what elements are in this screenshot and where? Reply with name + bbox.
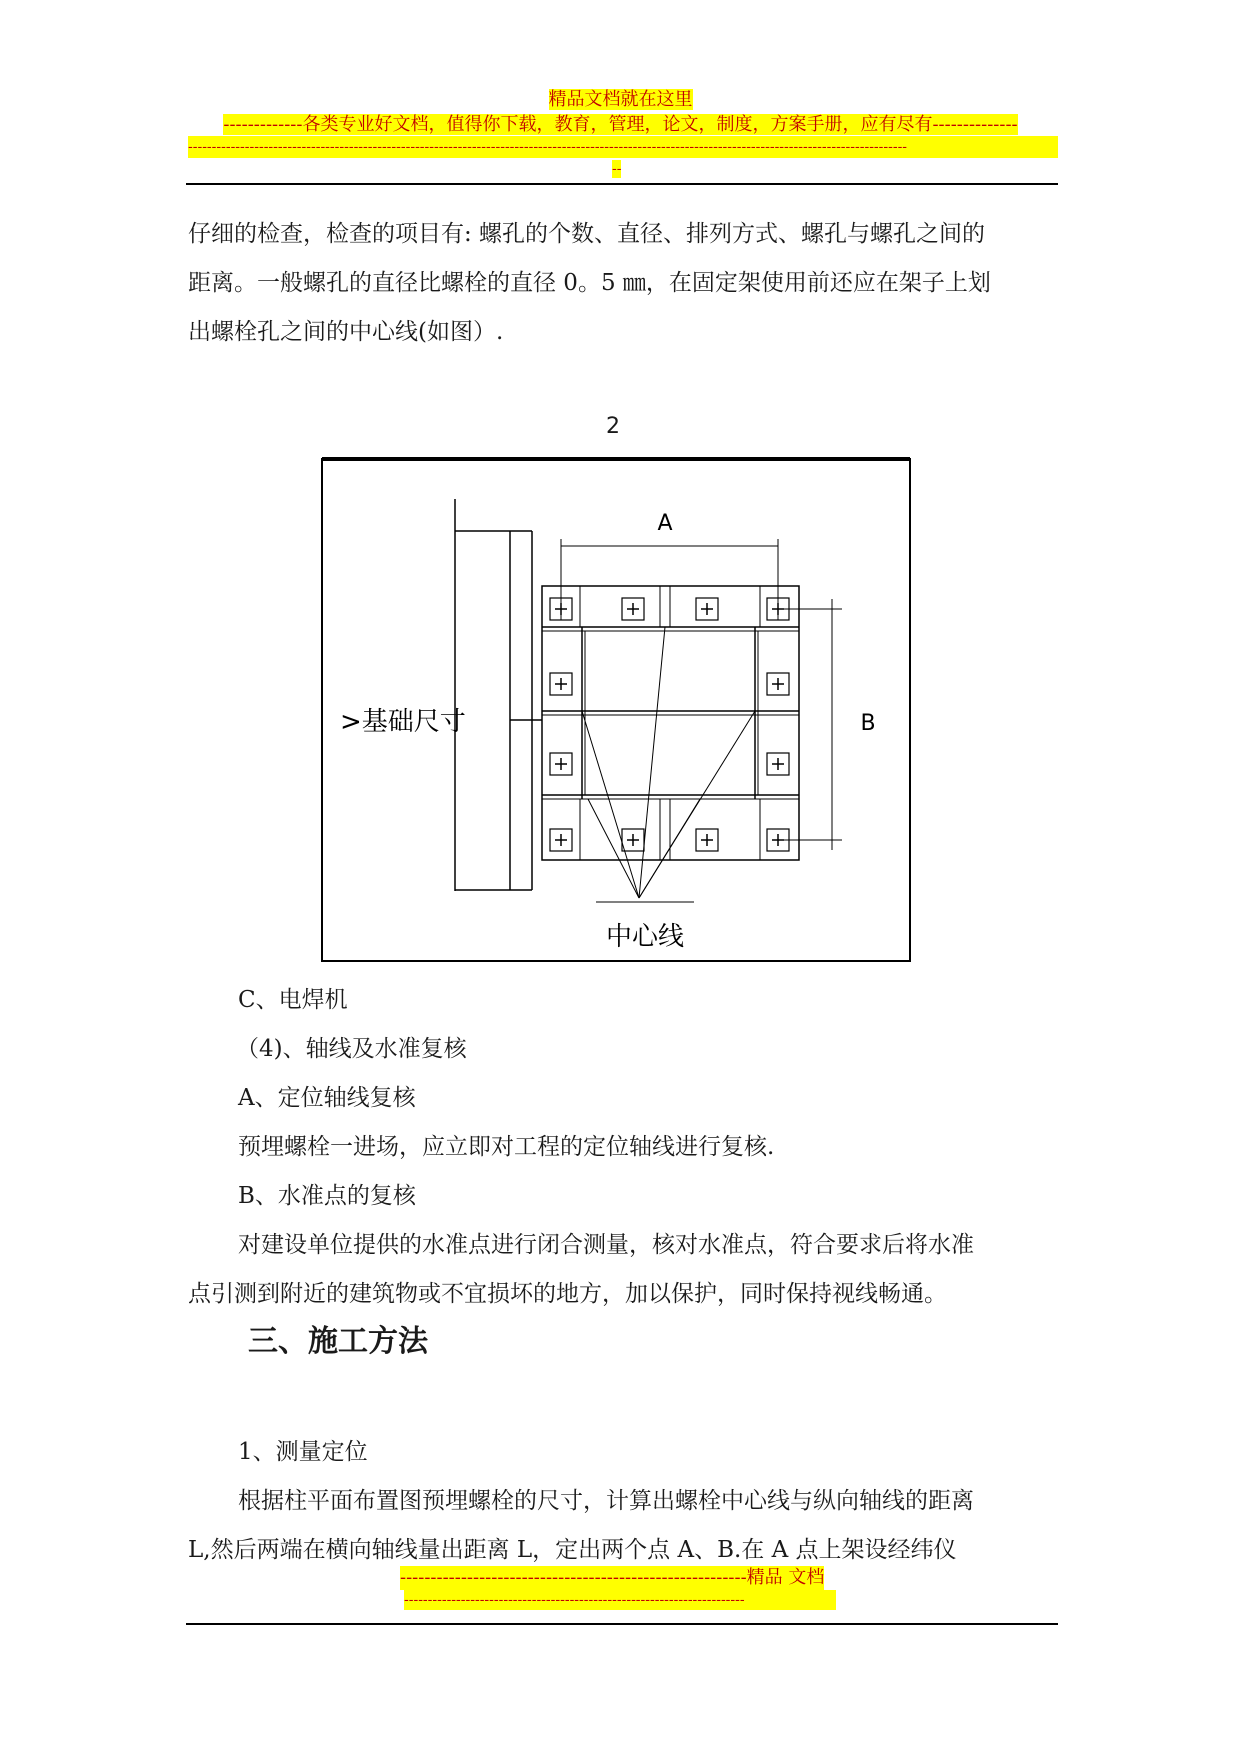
- footer-rule: [186, 1623, 1058, 1625]
- figure-number: 2: [606, 414, 620, 439]
- item-4-heading: （4)、轴线及水准复核: [236, 1036, 467, 1062]
- header-dashes: --------------------------------------------------------------------------------------------------------------------------------------------------------: [188, 136, 1058, 158]
- item-b-heading: B、水准点的复核: [238, 1183, 416, 1209]
- footer-line: ---------------------------------------------------------精品 文档: [400, 1567, 825, 1588]
- item-b-text: 点引测到附近的建筑物或不宜损坏的地方，加以保护，同时保持视线畅通。: [188, 1281, 947, 1307]
- header-rule: [186, 183, 1058, 185]
- bolt-layout-figure: [320, 455, 920, 970]
- header-dashes-tail: --: [612, 161, 622, 177]
- header-title: 精品文档就在这里: [548, 89, 693, 110]
- paragraph-line: 距离。一般螺孔的直径比螺栓的直径 0。5 ㎜，在固定架使用前还应在架子上划: [188, 270, 991, 296]
- dimension-a-label: A: [657, 511, 673, 536]
- subsection-text: L,然后两端在横向轴线量出距离 L，定出两个点 A、B.在 A 点上架设经纬仪: [188, 1537, 957, 1563]
- header-subtitle: -------------各类专业好文档，值得你下载，教育，管理，论文，制度，方案手册，应有尽有--------------: [223, 114, 1018, 135]
- paragraph-line: 仔细的检查，检查的项目有: 螺孔的个数、直径、排列方式、螺孔与螺孔之间的: [188, 221, 986, 247]
- center-line-label: 中心线: [605, 922, 685, 952]
- section-heading: 三、施工方法: [248, 1324, 428, 1359]
- item-a-heading: A、定位轴线复核: [238, 1085, 416, 1111]
- subsection-text: 根据柱平面布置图预埋螺栓的尺寸，计算出螺栓中心线与纵向轴线的距离: [238, 1488, 974, 1514]
- dimension-b-label: B: [860, 711, 876, 736]
- subsection-heading: 1、测量定位: [238, 1439, 368, 1465]
- item-b-text: 对建设单位提供的水准点进行闭合测量，核对水准点，符合要求后将水准: [238, 1232, 974, 1258]
- item-a-text: 预埋螺栓一进场，应立即对工程的定位轴线进行复核.: [238, 1134, 775, 1160]
- footer-dashes: ------------------------------------------------------------------------: [404, 1590, 836, 1610]
- item-welder: C、电焊机: [238, 987, 348, 1013]
- paragraph-line: 出螺栓孔之间的中心线(如图）.: [188, 319, 504, 345]
- base-size-label: >基础尺寸: [340, 707, 466, 737]
